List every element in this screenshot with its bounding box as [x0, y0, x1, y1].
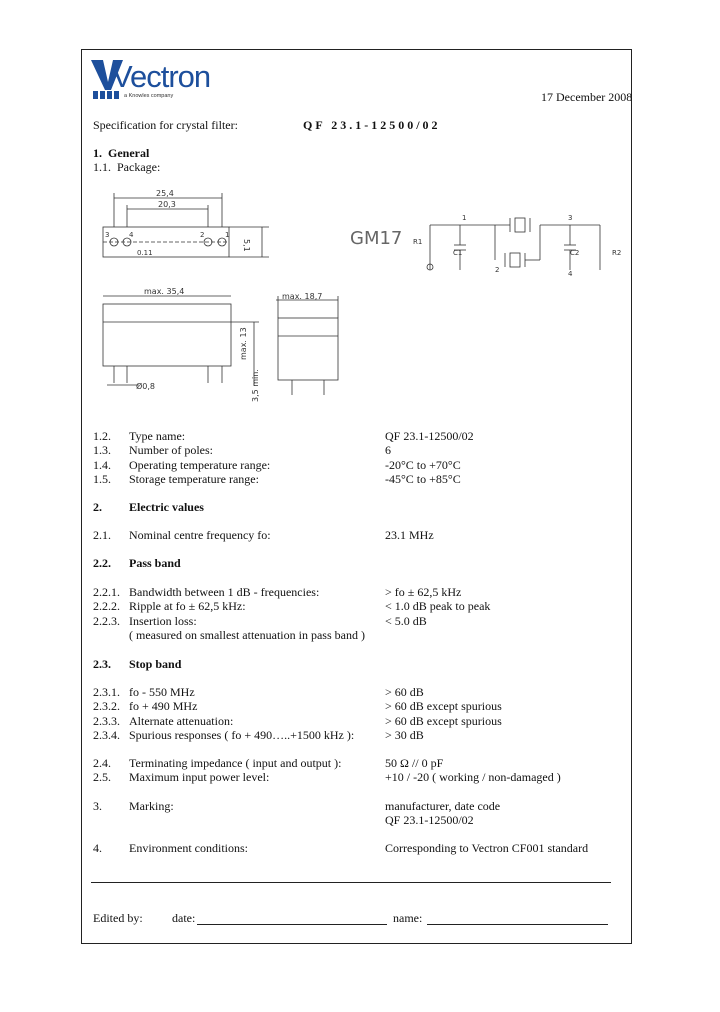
env-label: Environment conditions: — [129, 841, 248, 855]
dim-side: 5,1 — [242, 239, 251, 252]
row-label: Storage temperature range: — [129, 471, 259, 486]
pin-4-label: 4 — [129, 231, 134, 239]
row-label: fo - 550 MHz — [129, 685, 195, 699]
spec-part-number: QF 23.1-12500/02 — [303, 118, 441, 132]
row-value: 6 — [385, 443, 391, 458]
pin-mark: 0.11 — [137, 249, 153, 257]
pin-diameter-label: Ø0,8 — [136, 382, 156, 391]
row-num: 2.2.3. — [93, 613, 120, 628]
schematic-pin3: 3 — [568, 214, 573, 222]
schematic-c2: C2 — [570, 249, 580, 257]
pin-2-label: 2 — [200, 231, 205, 239]
row-value: > fo ± 62,5 kHz — [385, 585, 462, 599]
name-label: name: — [393, 911, 423, 925]
row-num: 1.2. — [93, 429, 111, 443]
row-label: Spurious responses ( fo + 490…..+1500 kHz ): — [129, 727, 355, 742]
general-num: 1. — [93, 146, 102, 160]
edited-by-label: Edited by: — [93, 911, 143, 925]
package-label: Package: — [117, 160, 161, 174]
passband-heading: Pass band — [129, 556, 181, 570]
package-num: 1.1. — [93, 160, 111, 174]
row-num: 2.3.2. — [93, 699, 120, 714]
row-value: > 30 dB — [385, 727, 424, 742]
power-label: Maximum input power level: — [129, 770, 270, 784]
marking-label: Marking: — [129, 799, 174, 813]
document-date: 17 December 2008 — [541, 90, 633, 104]
schematic-r1: R1 — [413, 238, 423, 246]
dim-top-2: 20,3 — [158, 200, 176, 209]
row-num: 2.2.2. — [93, 599, 120, 614]
circuit-schematic — [350, 210, 625, 290]
row-label: Type name: — [129, 429, 186, 443]
row-num: 2.2.1. — [93, 585, 120, 599]
term-value: 50 Ω // 0 pF — [385, 756, 444, 770]
date-label: date: — [172, 911, 196, 925]
schematic-pin1: 1 — [462, 214, 467, 222]
general-heading: General — [108, 146, 150, 160]
marking-value-2: QF 23.1-12500/02 — [385, 813, 474, 827]
name-field[interactable] — [427, 924, 608, 925]
row-value: -20°C to +70°C — [385, 457, 461, 472]
electric-num: 2. — [93, 500, 102, 514]
centre-label: Nominal centre frequency fo: — [129, 528, 271, 542]
row-label: Ripple at fo ± 62,5 kHz: — [129, 599, 246, 614]
passband-num: 2.2. — [93, 556, 111, 570]
pin-3-label: 3 — [105, 231, 110, 239]
term-label: Terminating impedance ( input and output ): — [129, 756, 342, 770]
row-value: > 60 dB except spurious — [385, 699, 502, 714]
row-label: Bandwidth between 1 dB - frequencies: — [129, 585, 320, 599]
row-num: 2.3.4. — [93, 727, 120, 742]
schematic-r2: R2 — [612, 249, 622, 257]
date-field[interactable] — [197, 924, 387, 925]
spec-label: Specification for crystal filter: — [93, 118, 238, 132]
row-num: 1.3. — [93, 443, 111, 458]
electric-heading: Electric values — [129, 500, 204, 514]
logo-subtitle: a Knowles company — [124, 93, 174, 99]
schematic-pin4: 4 — [568, 270, 573, 278]
term-num: 2.4. — [93, 756, 111, 770]
pin-1-label: 1 — [225, 231, 230, 239]
row-label: Alternate attenuation: — [129, 713, 234, 728]
env-num: 4. — [93, 841, 102, 855]
pin-length-label: 3,5 min. — [251, 369, 260, 402]
logo-text: Vectron — [112, 59, 211, 94]
footer-divider — [91, 882, 611, 883]
stopband-num: 2.3. — [93, 657, 111, 671]
row-value: QF 23.1-12500/02 — [385, 429, 474, 443]
row-num: 2.3.1. — [93, 685, 120, 699]
schematic-pin2: 2 — [495, 266, 500, 274]
centre-num: 2.1. — [93, 528, 111, 542]
row-num: 1.5. — [93, 471, 111, 486]
row-label: Number of poles: — [129, 443, 213, 458]
row-num: 1.4. — [93, 457, 111, 472]
height-label: max. 13 — [239, 327, 248, 360]
env-value: Corresponding to Vectron CF001 standard — [385, 841, 589, 855]
schematic-c1: C1 — [453, 249, 463, 257]
row-label: fo + 490 MHz — [129, 699, 198, 714]
length-label: max. 35,4 — [144, 287, 185, 296]
power-value: +10 / -20 ( working / non-damaged ) — [385, 770, 561, 784]
row-value: > 60 dB except spurious — [385, 713, 502, 728]
marking-num: 3. — [93, 799, 102, 813]
row-value: < 1.0 dB peak to peak — [385, 599, 491, 614]
width-label: max. 18,7 — [282, 292, 323, 301]
row-value: < 5.0 dB — [385, 613, 427, 628]
centre-value: 23.1 MHz — [385, 528, 434, 542]
row-label: Insertion loss: — [129, 613, 197, 628]
gm17-label: GM17 — [350, 228, 403, 249]
row-num: 2.3.3. — [93, 713, 120, 728]
row-value: > 60 dB — [385, 685, 424, 699]
dim-top-1: 25,4 — [156, 189, 174, 198]
package-end-view — [240, 290, 340, 405]
stopband-heading: Stop band — [129, 657, 182, 671]
row-label: Operating temperature range: — [129, 457, 271, 472]
row-value: -45°C to +85°C — [385, 471, 461, 486]
marking-value-1: manufacturer, date code — [385, 799, 501, 813]
power-num: 2.5. — [93, 770, 111, 784]
passband-note: ( measured on smallest attenuation in pass band ) — [129, 628, 365, 642]
